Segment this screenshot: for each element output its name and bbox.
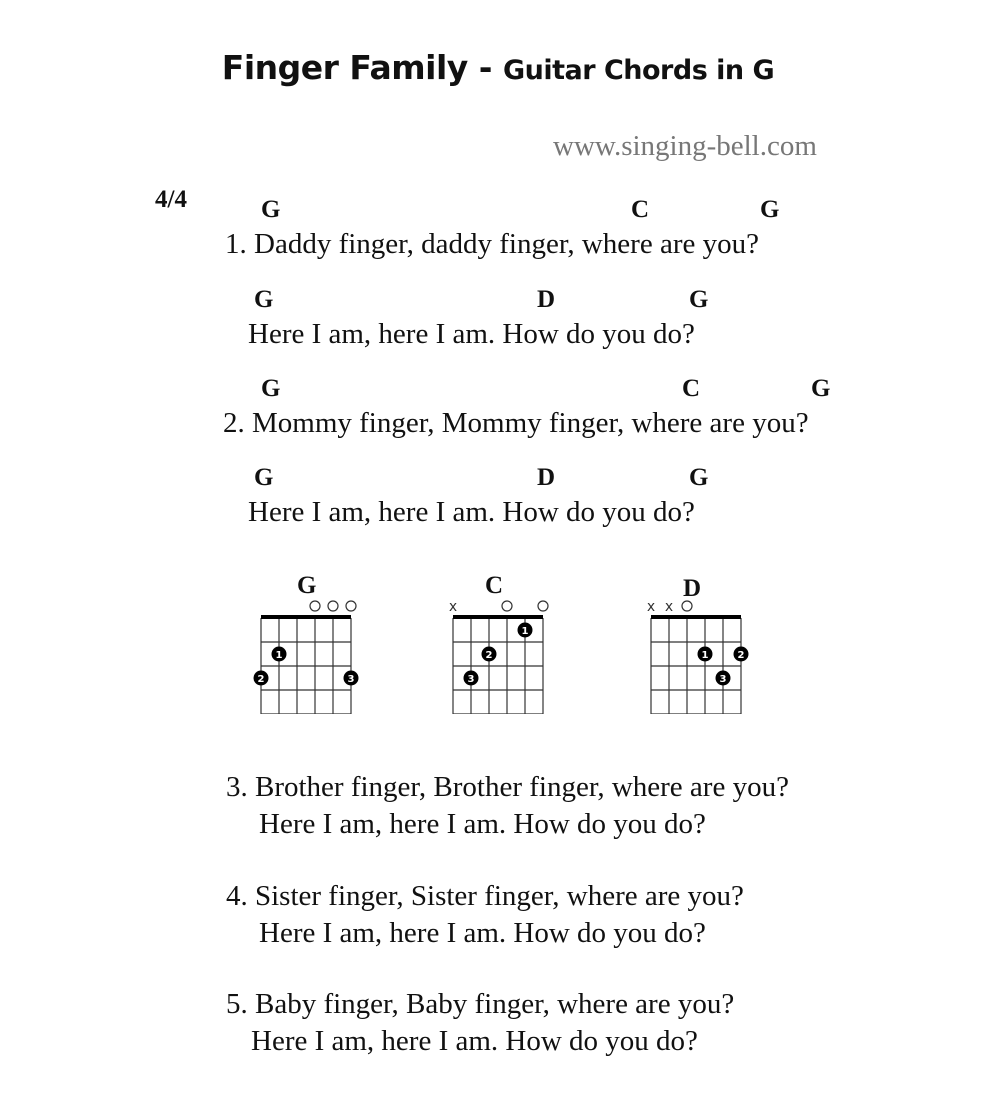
lyric-line: Here I am, here I am. How do you do? <box>259 917 706 949</box>
chord-label: G <box>811 375 831 402</box>
chord-label: G <box>689 286 709 313</box>
muted-string-marker: x <box>646 599 656 615</box>
lyric-line: 1. Daddy finger, daddy finger, where are you? <box>225 228 759 260</box>
finger-number: 3 <box>467 674 475 685</box>
finger-number: 1 <box>701 650 709 661</box>
website-url: www.singing-bell.com <box>553 130 817 162</box>
lyric-line: Here I am, here I am. How do you do? <box>248 496 695 528</box>
chord-label: G <box>689 464 709 491</box>
lyric-line: 2. Mommy finger, Mommy finger, where are you? <box>223 407 809 439</box>
time-signature: 4/4 <box>155 186 187 213</box>
chord-label: G <box>254 464 274 491</box>
lyric-line: Here I am, here I am. How do you do? <box>248 318 695 350</box>
chord-label: D <box>537 286 556 313</box>
chord-label: G <box>261 196 281 223</box>
guitar-nut <box>453 615 543 619</box>
page-title <box>0 48 996 87</box>
open-string-marker <box>328 601 338 611</box>
lyric-line: Here I am, here I am. How do you do? <box>259 808 706 840</box>
open-string-marker <box>538 601 548 611</box>
finger-number: 1 <box>521 626 529 637</box>
chord-diagram-c <box>437 596 557 714</box>
lyric-line: 3. Brother finger, Brother finger, where are you? <box>226 771 789 803</box>
chord-diagram-g <box>245 596 365 714</box>
chord-label: G <box>261 375 281 402</box>
finger-number: 3 <box>347 674 355 685</box>
lyric-line: Here I am, here I am. How do you do? <box>251 1025 698 1057</box>
muted-string-marker: x <box>448 599 458 615</box>
title-sub: Guitar Chords in G <box>502 55 775 86</box>
finger-number: 3 <box>719 674 727 685</box>
open-string-marker <box>502 601 512 611</box>
open-string-marker <box>682 601 692 611</box>
finger-number: 1 <box>275 650 283 661</box>
finger-number: 2 <box>485 650 493 661</box>
muted-string-marker: x <box>664 599 674 615</box>
chord-diagram-title-g: G <box>297 572 317 599</box>
chord-label: C <box>631 196 650 223</box>
chord-label: C <box>682 375 701 402</box>
chord-label: G <box>760 196 780 223</box>
lyric-line: 4. Sister finger, Sister finger, where are you? <box>226 880 744 912</box>
chord-diagram-title-d: D <box>683 575 702 602</box>
lyric-line: 5. Baby finger, Baby finger, where are you? <box>226 988 735 1020</box>
chord-label: D <box>537 464 556 491</box>
chord-diagram-d <box>635 596 755 714</box>
chord-diagram-title-c: C <box>485 572 504 599</box>
title-main: Finger Family - <box>221 48 503 87</box>
chord-label: G <box>254 286 274 313</box>
open-string-marker <box>310 601 320 611</box>
guitar-nut <box>651 615 741 619</box>
finger-number: 2 <box>257 674 265 685</box>
open-string-marker <box>346 601 356 611</box>
guitar-nut <box>261 615 351 619</box>
finger-number: 2 <box>737 650 745 661</box>
